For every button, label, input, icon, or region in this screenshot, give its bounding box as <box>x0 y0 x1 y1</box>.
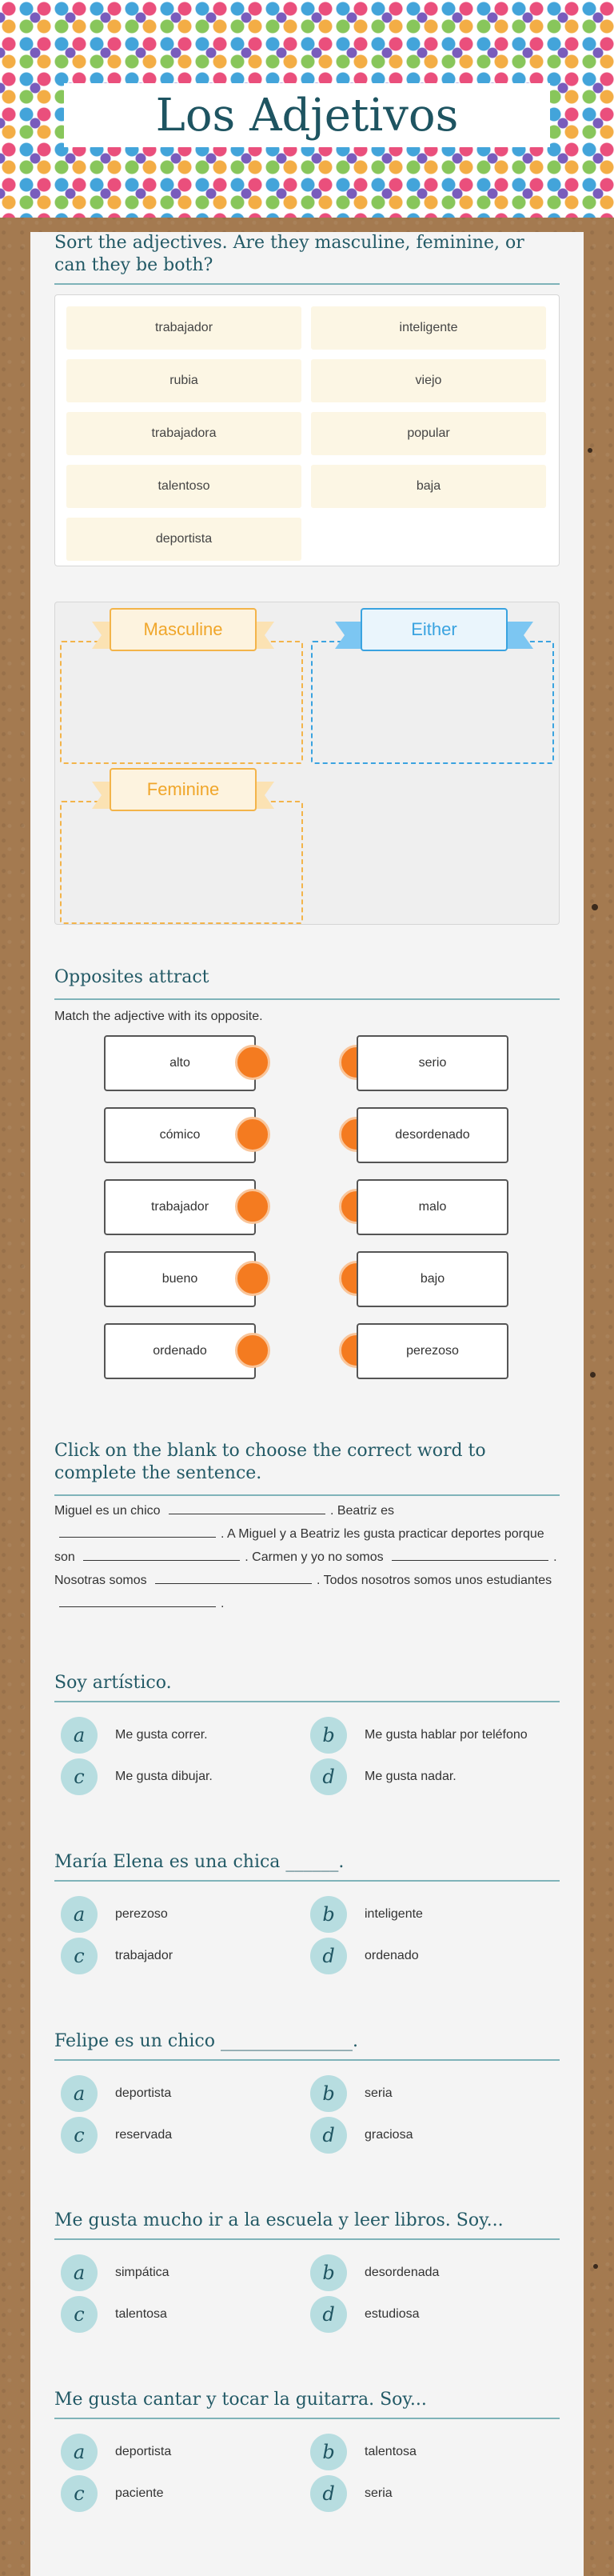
cork-hole <box>593 2264 598 2269</box>
draggable-chip[interactable]: deportista <box>66 518 301 561</box>
section-rule <box>54 2238 560 2240</box>
fill-text-part: Miguel es un chico <box>54 1504 161 1518</box>
bucket-feminine[interactable] <box>60 801 303 924</box>
fill-blank-2[interactable] <box>59 1522 216 1538</box>
fill-text-part: . Carmen y yo no somos <box>245 1550 384 1564</box>
option-text[interactable]: talentosa <box>115 2307 167 2321</box>
fill-text-part: . A Miguel y a Beatriz les gusta practicar deportes porque son <box>54 1527 544 1564</box>
option-letter-badge[interactable]: d <box>310 2296 347 2333</box>
option-text[interactable]: talentosa <box>365 2445 417 2458</box>
opposites-title: Opposites attract <box>54 967 209 987</box>
option-letter-badge[interactable]: d <box>310 2117 347 2154</box>
option-text[interactable]: inteligente <box>365 1907 423 1921</box>
ribbon-feminine <box>95 767 271 812</box>
section-rule <box>54 283 560 285</box>
sort-question: Sort the adjectives. Are they masculine, feminine, or can they be both? <box>54 233 524 275</box>
option-text[interactable]: Me gusta dibujar. <box>115 1770 213 1783</box>
option-letter-badge[interactable]: c <box>61 1938 98 1974</box>
cork-hole <box>590 1372 596 1378</box>
option-text[interactable]: deportista <box>115 2086 172 2100</box>
bucket-masculine[interactable] <box>60 641 303 764</box>
section-rule <box>54 2059 560 2061</box>
option-letter-badge[interactable]: b <box>310 1896 347 1933</box>
option-text[interactable]: Me gusta hablar por teléfono <box>365 1728 528 1742</box>
fill-text-part: . Todos nosotros somos unos estudiantes <box>317 1574 552 1587</box>
match-right-item[interactable]: bajo <box>357 1251 508 1307</box>
bucket-label-masculine: Masculine <box>110 608 257 651</box>
fill-blank-6[interactable] <box>59 1592 216 1607</box>
match-left-connector[interactable] <box>235 1261 270 1296</box>
match-left-connector[interactable] <box>235 1333 270 1368</box>
cork-hole <box>588 448 592 453</box>
option-text[interactable]: desordenada <box>365 2266 440 2279</box>
ribbon-either <box>346 607 522 652</box>
bucket-label-either: Either <box>361 608 508 651</box>
option-letter-badge[interactable]: c <box>61 2117 98 2154</box>
fill-text-part: . Nosotras somos <box>54 1550 557 1587</box>
option-text[interactable]: reservada <box>115 2128 173 2142</box>
match-right-item[interactable]: perezoso <box>357 1323 508 1379</box>
option-letter-badge[interactable]: b <box>310 1717 347 1754</box>
match-left-connector[interactable] <box>235 1117 270 1152</box>
option-text[interactable]: graciosa <box>365 2128 413 2142</box>
draggable-chip[interactable]: trabajadora <box>66 412 301 455</box>
option-text[interactable]: ordenado <box>365 1949 419 1962</box>
option-letter-badge[interactable]: c <box>61 1758 98 1795</box>
sort-buckets <box>54 602 560 925</box>
match-right-item[interactable]: desordenado <box>357 1107 508 1163</box>
draggable-chip[interactable]: popular <box>311 412 546 455</box>
mc-question: Me gusta cantar y tocar la guitarra. Soy... <box>54 2390 427 2410</box>
option-letter-badge[interactable]: a <box>61 2434 98 2470</box>
option-letter-badge[interactable]: d <box>310 1938 347 1974</box>
option-text[interactable]: trabajador <box>115 1949 173 1962</box>
draggable-chip[interactable]: trabajador <box>66 306 301 350</box>
match-left-connector[interactable] <box>235 1045 270 1080</box>
worksheet <box>30 232 584 2576</box>
match-left-item[interactable]: ordenado <box>104 1323 256 1379</box>
match-left-connector[interactable] <box>235 1189 270 1224</box>
bucket-label-feminine: Feminine <box>110 768 257 811</box>
page-title: Los Adjetivos <box>155 89 459 142</box>
option-letter-badge[interactable]: a <box>61 1717 98 1754</box>
option-text[interactable]: deportista <box>115 2445 172 2458</box>
option-letter-badge[interactable]: b <box>310 2254 347 2291</box>
fill-text-part: . <box>221 1597 225 1610</box>
fill-blank-4[interactable] <box>392 1546 548 1561</box>
option-letter-badge[interactable]: c <box>61 2296 98 2333</box>
match-left-item[interactable]: trabajador <box>104 1179 256 1235</box>
option-letter-badge[interactable]: a <box>61 1896 98 1933</box>
bucket-either[interactable] <box>311 641 554 764</box>
draggable-chip[interactable]: talentoso <box>66 465 301 508</box>
fill-blank-3[interactable] <box>83 1546 240 1561</box>
match-right-item[interactable]: malo <box>357 1179 508 1235</box>
section-rule <box>54 2418 560 2419</box>
draggable-chip[interactable]: baja <box>311 465 546 508</box>
fill-blank-1[interactable] <box>169 1499 325 1514</box>
mc-question: Felipe es un chico _______________. <box>54 2031 358 2051</box>
section-rule <box>54 1880 560 1882</box>
fill-title: Click on the blank to choose the correct word to complete the sentence. <box>54 1441 486 1483</box>
option-text[interactable]: simpática <box>115 2266 169 2279</box>
ribbon-masculine <box>95 607 271 652</box>
option-letter-badge[interactable]: a <box>61 2075 98 2112</box>
cork-hole <box>592 904 598 910</box>
mc-question: Me gusta mucho ir a la escuela y leer libros. Soy... <box>54 2210 504 2230</box>
match-left-item[interactable]: bueno <box>104 1251 256 1307</box>
fill-paragraph <box>54 1499 560 1615</box>
header-banner <box>0 0 614 218</box>
option-letter-badge[interactable]: d <box>310 1758 347 1795</box>
option-text[interactable]: Me gusta nadar. <box>365 1770 457 1783</box>
mc-question: María Elena es una chica ______. <box>54 1852 345 1872</box>
match-left-item[interactable]: cómico <box>104 1107 256 1163</box>
option-letter-badge[interactable]: b <box>310 2075 347 2112</box>
match-left-item[interactable]: alto <box>104 1035 256 1091</box>
option-letter-badge[interactable]: b <box>310 2434 347 2470</box>
mc-question: Soy artístico. <box>54 1673 172 1693</box>
match-right-item[interactable]: serio <box>357 1035 508 1091</box>
option-letter-badge[interactable]: d <box>310 2475 347 2512</box>
chip-bank <box>54 294 560 566</box>
draggable-chip[interactable]: rubia <box>66 359 301 402</box>
section-rule <box>54 1494 560 1496</box>
opposites-instruction: Match the adjective with its opposite. <box>54 1010 263 1023</box>
option-text[interactable]: paciente <box>115 2486 164 2500</box>
option-letter-badge[interactable]: a <box>61 2254 98 2291</box>
draggable-chip[interactable]: viejo <box>311 359 546 402</box>
option-text[interactable]: estudiosa <box>365 2307 420 2321</box>
fill-blank-5[interactable] <box>155 1569 312 1584</box>
option-letter-badge[interactable]: c <box>61 2475 98 2512</box>
option-text[interactable]: Me gusta correr. <box>115 1728 208 1742</box>
option-text[interactable]: seria <box>365 2086 393 2100</box>
section-rule <box>54 1701 560 1702</box>
section-rule <box>54 998 560 1000</box>
draggable-chip[interactable]: inteligente <box>311 306 546 350</box>
option-text[interactable]: perezoso <box>115 1907 168 1921</box>
title-strip <box>64 83 550 147</box>
option-text[interactable]: seria <box>365 2486 393 2500</box>
fill-text-part: . Beatriz es <box>329 1504 394 1518</box>
